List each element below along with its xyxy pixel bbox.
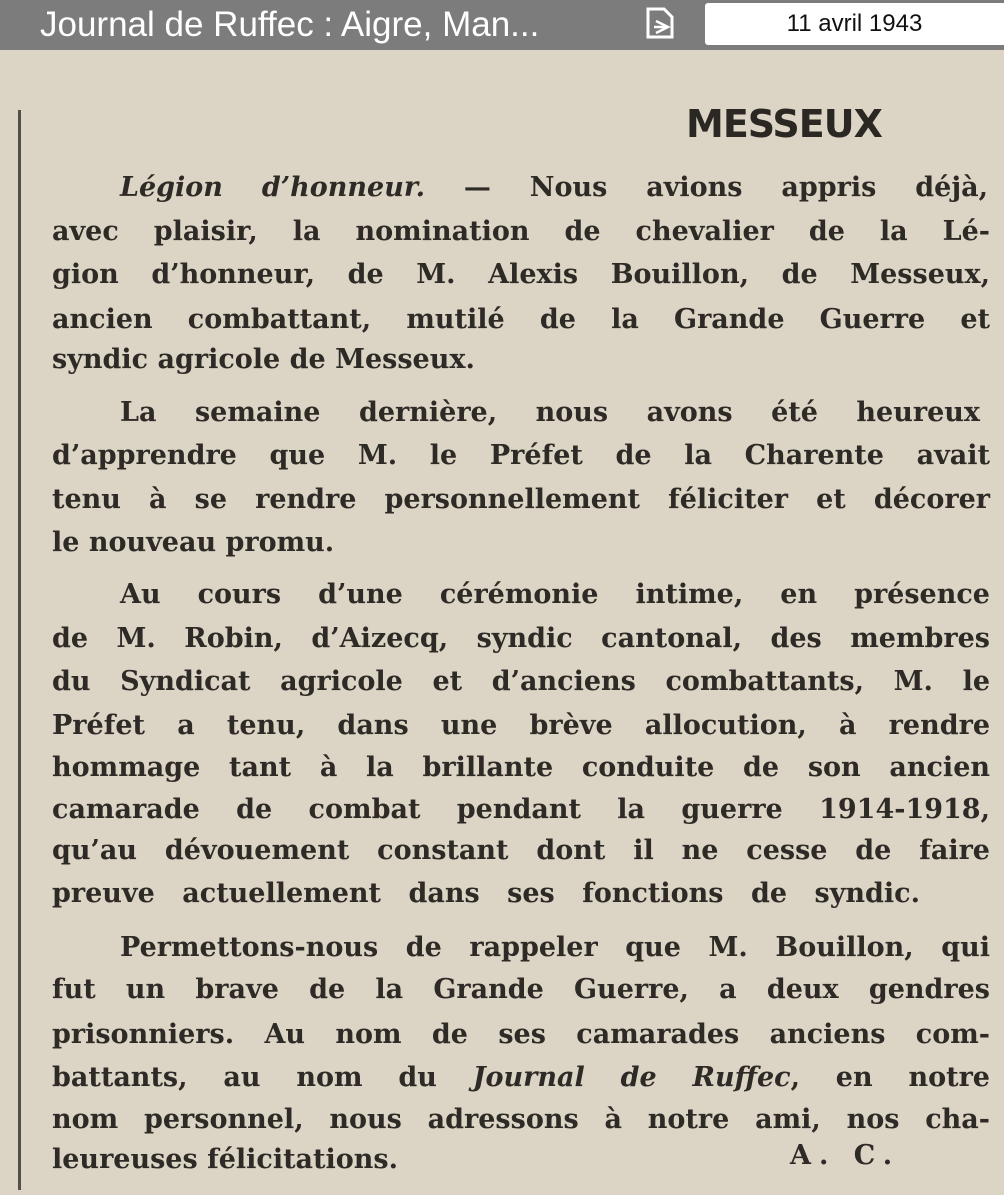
article-signature: A. C. [790, 1140, 901, 1171]
text-line: qu’au dévouement constant dont il ne cesse de faire [52, 835, 990, 866]
text-line: le nouveau promu. [52, 527, 335, 558]
text-line: Préfet a tenu, dans une brève allocution, à rendre [52, 710, 990, 741]
edit-page-icon [642, 5, 678, 45]
text-line: d’apprendre que M. le Préfet de la Charente avait [52, 440, 990, 471]
column-rule [18, 110, 21, 1190]
text-line: gion d’honneur, de M. Alexis Bouillon, de Messeux, [52, 259, 990, 290]
text-line: prisonniers. Au nom de ses camarades anciens com- [52, 1019, 990, 1050]
text-line: nom personnel, nous adressons à notre ami, nos cha- [52, 1104, 990, 1135]
text-line: La semaine dernière, nous avons été heureux [120, 397, 980, 428]
text-line: avec plaisir, la nomination de chevalier de la Lé- [52, 216, 990, 247]
text-line: Au cours d’une cérémonie intime, en présence [120, 579, 990, 610]
article-headline: MESSEUX [686, 102, 882, 146]
text-line: syndic agricole de Messeux. [52, 344, 475, 375]
text-line: preuve actuellement dans ses fonctions de syndic. [52, 878, 920, 909]
date-field[interactable]: 11 avril 1943 [705, 3, 1004, 45]
text-line: hommage tant à la brillante conduite de son ancien [52, 752, 990, 783]
text-line: de M. Robin, d’Aizecq, syndic cantonal, des membres [52, 623, 990, 654]
text-line: camarade de combat pendant la guerre 1914-1918, [52, 794, 990, 825]
newspaper-page [0, 50, 1004, 1195]
text-line: Légion d’honneur. — Nous avions appris déjà, [120, 172, 988, 203]
text-line: du Syndicat agricole et d’anciens combattants, M. le [52, 666, 990, 697]
text-line: ancien combattant, mutilé de la Grande Guerre et [52, 304, 990, 335]
text-line: Permettons-nous de rappeler que M. Bouillon, qui [120, 932, 990, 963]
text-line: battants, au nom du Journal de Ruffec, en notre [52, 1062, 990, 1093]
top-bar [0, 0, 1004, 50]
edit-button[interactable] [638, 4, 682, 46]
text-line: leureuses félicitations. [52, 1144, 399, 1175]
text-line: fut un brave de la Grande Guerre, a deux gendres [52, 974, 990, 1005]
text-line: tenu à se rendre personnellement féliciter et décorer [52, 484, 990, 515]
document-title: Journal de Ruffec : Aigre, Man... [40, 5, 540, 44]
